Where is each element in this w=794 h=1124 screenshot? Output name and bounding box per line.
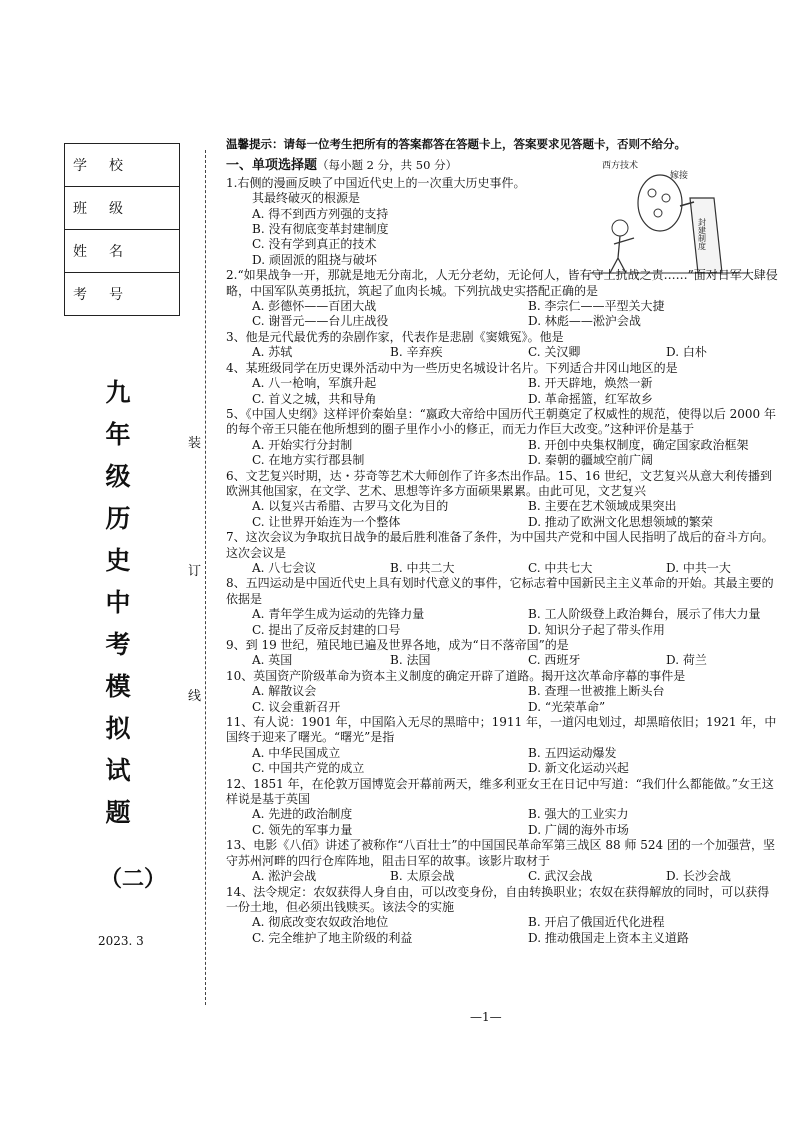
question-stem: 3、他是元代最优秀的杂剧作家，代表作是悲剧《窦娥冤》。他是 bbox=[226, 329, 564, 344]
exam-content bbox=[226, 137, 778, 946]
option-b: B. 李宗仁——平型关大捷 bbox=[528, 299, 665, 314]
option-a: A. 先进的政治制度 bbox=[252, 807, 353, 822]
option-d: D. 林彪——淞沪会战 bbox=[528, 314, 641, 329]
exam-date: 2023. 3 bbox=[98, 934, 144, 948]
option-c: C. 提出了反帝反封建的口号 bbox=[252, 622, 401, 637]
option-b: B. 开天辟地，焕然一新 bbox=[528, 376, 653, 391]
option-c: C. 中共七大 bbox=[528, 560, 593, 575]
question-item bbox=[226, 268, 778, 330]
question-stem: 13、电影《八佰》讲述了被称作“八百壮士”的中国国民革命军第三战区 88 师 524 团的一个加强营，坚守苏州河畔的四行仓库阵地，阻击日军的故事。该影片取材于 bbox=[226, 838, 775, 868]
title-char: 拟 bbox=[105, 714, 131, 743]
option-a: A. 中华民国成立 bbox=[252, 745, 341, 760]
option-a: A. 开始实行分封制 bbox=[252, 437, 353, 452]
question-item bbox=[226, 176, 778, 268]
question-item bbox=[226, 885, 778, 947]
section-title-note: （每小题 2 分，共 50 分） bbox=[317, 158, 458, 173]
title-char: 九 bbox=[105, 378, 131, 407]
option-d: D. 推动俄国走上资本主义道路 bbox=[528, 930, 689, 945]
question-item bbox=[226, 638, 778, 669]
section-title-main: 一、单项选择题 bbox=[226, 158, 318, 174]
question-options bbox=[226, 376, 778, 407]
option-c: C. 谢晋元——台儿庄战役 bbox=[252, 314, 389, 329]
option-c: C. 首义之城，共和导角 bbox=[252, 391, 377, 406]
option-c: C. 议会重新召开 bbox=[252, 699, 341, 714]
notice-text: 温馨提示：请每一位考生把所有的答案都答在答题卡上，答案要求见答题卡，否则不给分。 bbox=[226, 137, 686, 151]
question-item bbox=[226, 715, 778, 777]
option-b: B. 工人阶级登上政治舞台，展示了伟大力量 bbox=[528, 607, 761, 622]
option-b: B. 强大的工业实力 bbox=[528, 807, 629, 822]
option-d: D. 秦朝的疆域空前广阔 bbox=[528, 453, 653, 468]
option-c: C. 在地方实行郡县制 bbox=[252, 453, 365, 468]
question-stem: 4、某班级同学在历史课外活动中为一些历史名城设计名片。下列适合井冈山地区的是 bbox=[226, 360, 678, 375]
option-b: B. 查理一世被推上断头台 bbox=[528, 684, 665, 699]
binding-label-ding: 订 bbox=[188, 558, 201, 581]
section-title bbox=[226, 158, 778, 173]
question-item bbox=[226, 361, 778, 407]
option-a: A. 苏轼 bbox=[252, 345, 293, 360]
question-options bbox=[226, 345, 778, 360]
option-b: B. 辛弃疾 bbox=[390, 345, 443, 360]
option-c: C. 领先的军事力量 bbox=[252, 822, 353, 837]
question-options bbox=[226, 807, 778, 838]
option-b: B. 法国 bbox=[390, 653, 431, 668]
title-char: 题 bbox=[105, 798, 131, 827]
option-a: A. 彭德怀——百团大战 bbox=[252, 299, 377, 314]
title-char: 史 bbox=[105, 546, 131, 575]
title-char: 试 bbox=[105, 756, 131, 785]
option-c: C. 完全维护了地主阶级的利益 bbox=[252, 930, 413, 945]
question-item bbox=[226, 838, 778, 884]
option-a: A. 淞沪会战 bbox=[252, 869, 317, 884]
question-options bbox=[226, 653, 778, 668]
question-item bbox=[226, 330, 778, 361]
page-number: —1— bbox=[470, 1010, 502, 1024]
question-list bbox=[226, 176, 778, 946]
student-info-table bbox=[64, 143, 180, 316]
option-d: D. 长沙会战 bbox=[666, 869, 731, 884]
exam-title-vertical bbox=[98, 372, 138, 834]
title-char: 中 bbox=[105, 588, 131, 617]
cartoon-label-graft: 嫁接 bbox=[670, 171, 689, 181]
option-d: D. 革命摇篮，红军故乡 bbox=[528, 391, 653, 406]
question-stem: 1.右侧的漫画反映了中国近代史上的一次重大历史事件。 bbox=[226, 175, 526, 190]
question-item bbox=[226, 407, 778, 469]
question-options bbox=[226, 746, 778, 777]
option-d: D. 推动了欧洲文化思想领域的繁荣 bbox=[528, 514, 713, 529]
option-c: C. 让世界开始连为一个整体 bbox=[252, 514, 401, 529]
option-c: C. 关汉卿 bbox=[528, 345, 581, 360]
question-options bbox=[226, 561, 778, 576]
option-b: B. 主要在艺术领域成果突出 bbox=[528, 499, 677, 514]
question-stem: 9、到 19 世纪，殖民地已遍及世界各地，成为“日不落帝国”的是 bbox=[226, 638, 569, 652]
binding-dashed-line bbox=[205, 150, 206, 1005]
option-d: D. 知识分子起了带头作用 bbox=[528, 622, 665, 637]
option-a: A. 八七会议 bbox=[252, 560, 317, 575]
option-a: A. 英国 bbox=[252, 653, 293, 668]
question-item bbox=[226, 576, 778, 638]
binding-label-zhuang: 装 bbox=[188, 430, 201, 453]
field-class: 班级 bbox=[65, 187, 180, 230]
question-item bbox=[226, 469, 778, 531]
option-d: D. 广阔的海外市场 bbox=[528, 822, 629, 837]
question-options bbox=[226, 499, 778, 530]
title-char: 级 bbox=[105, 462, 131, 491]
cartoon-label-west-tech: 西方技术 bbox=[602, 161, 639, 171]
option-d: D. 白朴 bbox=[666, 345, 707, 360]
option-d: D. 新文化运动兴起 bbox=[528, 761, 629, 776]
field-exam-number: 考号 bbox=[65, 273, 180, 316]
question-options bbox=[226, 438, 778, 469]
question-options bbox=[226, 607, 778, 638]
option-b: B. 开启了俄国近代化进程 bbox=[528, 915, 665, 930]
question-stem: 12、1851 年，在伦敦万国博览会开幕前两天，维多利亚女王在日记中写道：“我们什么都能做。”女王这样说是基于英国 bbox=[226, 776, 774, 807]
option-d: D. 中共一大 bbox=[666, 560, 731, 575]
title-char: 模 bbox=[105, 672, 131, 701]
question-stem: 5、《中国人史纲》这样评价秦始皇：“嬴政大帝给中国历代王朝奠定了权威性的规范，使得以后 2000 年的每个帝王只能在他所想到的圈子里作小小的修正，而无力作巨大改变。”这种评价是基于 bbox=[226, 406, 776, 437]
option-a: A. 解散议会 bbox=[252, 684, 317, 699]
title-char: 历 bbox=[105, 504, 131, 533]
question-options bbox=[226, 915, 778, 946]
option-b: B. 中共二大 bbox=[390, 560, 455, 575]
title-char: 考 bbox=[105, 630, 131, 659]
question-stem: 11、有人说：1901 年，中国陷入无尽的黑暗中；1911 年，一道闪电划过，却黑暗依旧；1921 年，中国终于迎来了曙光。“曙光”是指 bbox=[226, 715, 777, 745]
option-c: C. 西班牙 bbox=[528, 653, 581, 668]
question-item bbox=[226, 669, 778, 715]
question-stem: 14、法令规定：农奴获得人身自由，可以改变身份，自由转换职业；农奴在获得解放的同时，可以获得一份土地，但必须出钱赎买。该法令的实施 bbox=[226, 884, 770, 914]
question-item bbox=[226, 777, 778, 839]
option-b: B. 太原会战 bbox=[390, 869, 455, 884]
option-c: C. 中国共产党的成立 bbox=[252, 761, 365, 776]
question-options bbox=[226, 207, 778, 269]
question-stem: 10、英国资产阶级革命为资本主义制度的确定开辟了道路。揭开这次革命序幕的事件是 bbox=[226, 668, 686, 683]
option-b: B. 五四运动爆发 bbox=[528, 745, 617, 760]
option-d: D. “光荣革命” bbox=[528, 699, 606, 714]
question-item bbox=[226, 530, 778, 576]
option-a: A. 以复兴古希腊、古罗马文化为目的 bbox=[252, 499, 449, 514]
question-stem: 2.“如果战争一开，那就是地无分南北，人无分老幼，无论何人，皆有守土抗战之责……”面对日军大肆侵略，中国军队英勇抵抗，筑起了血肉长城。下列抗战史实搭配正确的是 bbox=[226, 268, 778, 298]
cartoon-label-feudal: 封建制度 bbox=[697, 218, 707, 250]
question-stem: 6、文艺复兴时期，达・芬奇等艺术大师创作了许多杰出作品。15、16 世纪，文艺复兴从意大利传播到欧洲其他国家，在文学、艺术、思想等许多方面硕果累累。由此可见，文艺复兴 bbox=[226, 468, 772, 498]
field-name: 姓名 bbox=[65, 230, 180, 273]
option-a: A. 得不到西方列强的支持 bbox=[252, 206, 389, 221]
option-b: B. 没有彻底变革封建制度 bbox=[252, 222, 389, 237]
field-school: 学校 bbox=[65, 144, 180, 187]
question-stem: 7、这次会议为争取抗日战争的最后胜利准备了条件，为中国共产党和中国人民指明了战后的奋斗方向。这次会议是 bbox=[226, 530, 774, 560]
option-a: A. 青年学生成为运动的先锋力量 bbox=[252, 607, 425, 622]
binding-label-xian: 线 bbox=[188, 683, 201, 706]
question-options bbox=[226, 869, 778, 884]
question-stem: 8、五四运动是中国近代史上具有划时代意义的事件，它标志着中国新民主主义革命的开始。其最主要的依据是 bbox=[226, 576, 774, 606]
question-options bbox=[226, 684, 778, 715]
option-d: D. 顽固派的阻挠与破坏 bbox=[252, 252, 377, 267]
option-a: A. 彻底改变农奴政治地位 bbox=[252, 915, 389, 930]
option-a: A. 八一枪响，军旗升起 bbox=[252, 376, 377, 391]
question-stem: 其最终破灭的根源是 bbox=[252, 191, 361, 206]
option-c: C. 没有学到真正的技术 bbox=[252, 237, 377, 252]
option-c: C. 武汉会战 bbox=[528, 869, 593, 884]
question-options bbox=[226, 299, 778, 330]
exam-paper-number: （二） bbox=[100, 867, 167, 892]
option-b: B. 开创中央集权制度，确定国家政治框架 bbox=[528, 437, 749, 452]
option-d: D. 荷兰 bbox=[666, 653, 707, 668]
title-char: 年 bbox=[105, 420, 131, 449]
